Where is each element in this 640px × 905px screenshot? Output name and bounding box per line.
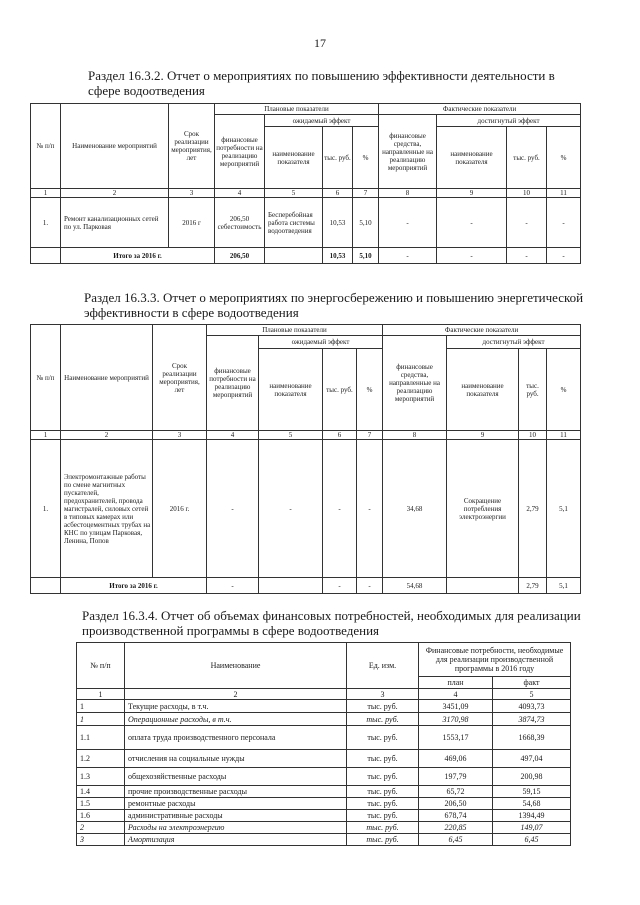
row-plan: 65,72: [419, 786, 493, 798]
col-number: 1: [77, 689, 125, 700]
header-expected: ожидаемый эффект: [265, 115, 379, 127]
col-number: 2: [61, 189, 169, 198]
row-unit: тыс. руб.: [347, 726, 419, 750]
row-unit: тыс. руб.: [347, 822, 419, 834]
header-rub-actual: тыс. руб.: [519, 349, 547, 431]
header-planned: Плановые показатели: [215, 104, 379, 115]
row-num: 1: [77, 700, 125, 713]
table-row: [77, 726, 571, 750]
header-indicator: наименование показателя: [259, 349, 323, 431]
header-fin-needs: Финансовые потребности, необходимые для реализации производственной программы в 2016 году: [419, 643, 571, 677]
row-actual-rub: -: [507, 198, 547, 248]
total-actual-fin: -: [379, 248, 437, 264]
col-number: 9: [437, 189, 507, 198]
row-name: административные расходы: [125, 810, 347, 822]
row-plan: 1553,17: [419, 726, 493, 750]
row-actual-indicator: -: [437, 198, 507, 248]
header-fact: факт: [493, 677, 571, 689]
row-plan: 3170,98: [419, 713, 493, 726]
header-fin-sources: финансовые средства, направленные на реализацию мероприятий: [379, 115, 437, 189]
row-unit: тыс. руб.: [347, 750, 419, 768]
header-achieved: достигнутый эффект: [447, 336, 581, 349]
row-unit: тыс. руб.: [347, 798, 419, 810]
financial-needs-table: [76, 642, 571, 846]
row-plan: 206,50: [419, 798, 493, 810]
col-number: 8: [379, 189, 437, 198]
total-actual-fin: 54,68: [383, 578, 447, 594]
row-num: 1.2: [77, 750, 125, 768]
header-term: Срок реализации мероприятия, лет: [169, 104, 215, 189]
header-actual: Фактические показатели: [383, 325, 581, 336]
header-pct-actual: %: [547, 127, 581, 189]
total-actual-rub: -: [507, 248, 547, 264]
total-row: [31, 578, 581, 594]
row-plan: 3451,09: [419, 700, 493, 713]
row-indicator: -: [259, 440, 323, 578]
row-term: 2016 г.: [153, 440, 207, 578]
header-indicator-actual: наименование показателя: [447, 349, 519, 431]
table-row: [77, 750, 571, 768]
total-fin: 206,50: [215, 248, 265, 264]
total-indicator: [259, 578, 323, 594]
total-label: Итого за 2016 г.: [61, 248, 215, 264]
row-num: 1: [77, 713, 125, 726]
row-unit: тыс. руб.: [347, 768, 419, 786]
row-name: оплата труда производственного персонала: [125, 726, 347, 750]
row-num: 1.: [31, 440, 61, 578]
section-2-title: Раздел 16.3.3. Отчет о мероприятиях по энергосбережению и повышению энергетической эффективности в сфере водоотведения: [84, 290, 584, 320]
row-pct: 5,10: [353, 198, 379, 248]
total-rub: -: [323, 578, 357, 594]
col-number: 5: [493, 689, 571, 700]
row-fact: 1394,49: [493, 810, 571, 822]
col-number: 6: [323, 189, 353, 198]
header-term: Срок реализации мероприятия, лет: [153, 325, 207, 431]
row-plan: 678,74: [419, 810, 493, 822]
col-number: 4: [207, 431, 259, 440]
header-rub: тыс. руб.: [323, 349, 357, 431]
col-number: 11: [547, 431, 581, 440]
col-number: 2: [61, 431, 153, 440]
page-number: 17: [314, 36, 326, 50]
row-unit: тыс. руб.: [347, 810, 419, 822]
header-expected: ожидаемый эффект: [259, 336, 383, 349]
header-indicator: наименование показателя: [265, 127, 323, 189]
energy-saving-table: [30, 324, 581, 594]
row-plan: 197,79: [419, 768, 493, 786]
col-number: 1: [31, 431, 61, 440]
table-row: [77, 810, 571, 822]
row-actual-pct: -: [547, 198, 581, 248]
header-fin-sources: финансовые средства, направленные на реализацию мероприятий: [383, 336, 447, 431]
header-name: Наименование мероприятий: [61, 104, 169, 189]
row-unit: тыс. руб.: [347, 786, 419, 798]
row-name: прочие производственные расходы: [125, 786, 347, 798]
header-name: Наименование мероприятий: [61, 325, 153, 431]
col-number: 7: [357, 431, 383, 440]
header-actual: Фактические показатели: [379, 104, 581, 115]
col-number: 10: [519, 431, 547, 440]
row-fin: -: [207, 440, 259, 578]
header-rub: тыс. руб.: [323, 127, 353, 189]
col-number: 3: [347, 689, 419, 700]
header-plan: план: [419, 677, 493, 689]
row-unit: тыс. руб.: [347, 713, 419, 726]
col-number: 8: [383, 431, 447, 440]
row-fact: 54,68: [493, 798, 571, 810]
row-unit: тыс. руб.: [347, 834, 419, 846]
header-pct-actual: %: [547, 349, 581, 431]
header-planned: Плановые показатели: [207, 325, 383, 336]
row-num: 1.4: [77, 786, 125, 798]
row-rub: 10,53: [323, 198, 353, 248]
header-num: № п/п: [77, 643, 125, 689]
row-term: 2016 г: [169, 198, 215, 248]
row-plan: 469,06: [419, 750, 493, 768]
header-indicator-actual: наименование показателя: [437, 127, 507, 189]
col-number: 3: [169, 189, 215, 198]
table-row: [77, 786, 571, 798]
row-actual-fin: -: [379, 198, 437, 248]
total-label: Итого за 2016 г.: [61, 578, 207, 594]
col-number: 2: [125, 689, 347, 700]
header-achieved: достигнутый эффект: [437, 115, 581, 127]
table-row: [77, 700, 571, 713]
col-number: 9: [447, 431, 519, 440]
row-name: Операционные расходы, в т.ч.: [125, 713, 347, 726]
header-num: № п/п: [31, 104, 61, 189]
row-unit: тыс. руб.: [347, 700, 419, 713]
row-plan: 6,45: [419, 834, 493, 846]
row-num: 1.5: [77, 798, 125, 810]
total-rub: 10,53: [323, 248, 353, 264]
col-number: 4: [215, 189, 265, 198]
total-actual-pct: 5,1: [547, 578, 581, 594]
header-unit: Ед. изм.: [347, 643, 419, 689]
row-name: Расходы на электроэнергию: [125, 822, 347, 834]
row-fact: 59,15: [493, 786, 571, 798]
total-pct: 5,10: [353, 248, 379, 264]
col-number: 5: [259, 431, 323, 440]
row-fact: 497,04: [493, 750, 571, 768]
events-efficiency-table: [30, 103, 581, 264]
row-pct: -: [357, 440, 383, 578]
row-fact: 200,98: [493, 768, 571, 786]
row-actual-fin: 34,68: [383, 440, 447, 578]
row-num: 1.6: [77, 810, 125, 822]
col-number: 6: [323, 431, 357, 440]
row-num: 1.1: [77, 726, 125, 750]
table-row: [77, 822, 571, 834]
header-pct: %: [357, 349, 383, 431]
col-number: 3: [153, 431, 207, 440]
section-1-title: Раздел 16.3.2. Отчет о мероприятиях по повышению эффективности деятельности в сфере водоотведения: [88, 68, 555, 98]
row-num: 1.3: [77, 768, 125, 786]
col-number: 5: [265, 189, 323, 198]
total-actual-pct: -: [547, 248, 581, 264]
row-fact: 4093,73: [493, 700, 571, 713]
col-number: 11: [547, 189, 581, 198]
row-fact: 149,07: [493, 822, 571, 834]
header-name: Наименование: [125, 643, 347, 689]
col-number: 10: [507, 189, 547, 198]
total-actual-indicator: -: [437, 248, 507, 264]
row-fact: 3874,73: [493, 713, 571, 726]
header-fin-need: финансовые потребности на реализацию мероприятий: [215, 115, 265, 189]
row-name: отчисления на социальные нужды: [125, 750, 347, 768]
table-row: [77, 713, 571, 726]
header-rub-actual: тыс. руб.: [507, 127, 547, 189]
row-actual-rub: 2,79: [519, 440, 547, 578]
total-actual-rub: 2,79: [519, 578, 547, 594]
table-row: [77, 768, 571, 786]
row-name: ремонтные расходы: [125, 798, 347, 810]
total-fin: -: [207, 578, 259, 594]
header-pct: %: [353, 127, 379, 189]
row-plan: 220,85: [419, 822, 493, 834]
row-num: 1.: [31, 198, 61, 248]
row-num: 3: [77, 834, 125, 846]
row-indicator: Бесперебойная работа системы водоотведения: [265, 198, 323, 248]
row-fact: 1668,39: [493, 726, 571, 750]
col-number: 1: [31, 189, 61, 198]
row-actual-pct: 5,1: [547, 440, 581, 578]
table-row: [31, 440, 581, 578]
header-num: № п/п: [31, 325, 61, 431]
row-name: общехозяйственные расходы: [125, 768, 347, 786]
table-row: [31, 198, 581, 248]
section-3-title: Раздел 16.3.4. Отчет об объемах финансовых потребностей, необходимых для реализации производственной программы в сфере водоотведения: [82, 608, 581, 638]
row-name: Амортизация: [125, 834, 347, 846]
row-name: Текущие расходы, в т.ч.: [125, 700, 347, 713]
table-row: [77, 798, 571, 810]
row-num: 2: [77, 822, 125, 834]
header-fin-need: финансовые потребности на реализацию мероприятий: [207, 336, 259, 431]
total-row: [31, 248, 581, 264]
row-rub: -: [323, 440, 357, 578]
row-name: Электромонтажные работы по смене магнитных пускателей, предохранителей, провода магистралей, силовых сетей в типовых камерах или асбестоцементных трубах на КНС по улицам Парковая, Ленина, Попов: [61, 440, 153, 578]
row-name: Ремонт канализационных сетей по ул. Парковая: [61, 198, 169, 248]
row-fin: 206,50 себестоимость: [215, 198, 265, 248]
row-fact: 6,45: [493, 834, 571, 846]
col-number: 4: [419, 689, 493, 700]
total-pct: -: [357, 578, 383, 594]
total-actual-indicator: [447, 578, 519, 594]
table-row: [77, 834, 571, 846]
col-number: 7: [353, 189, 379, 198]
row-actual-indicator: Сокращение потребления электроэнергии: [447, 440, 519, 578]
